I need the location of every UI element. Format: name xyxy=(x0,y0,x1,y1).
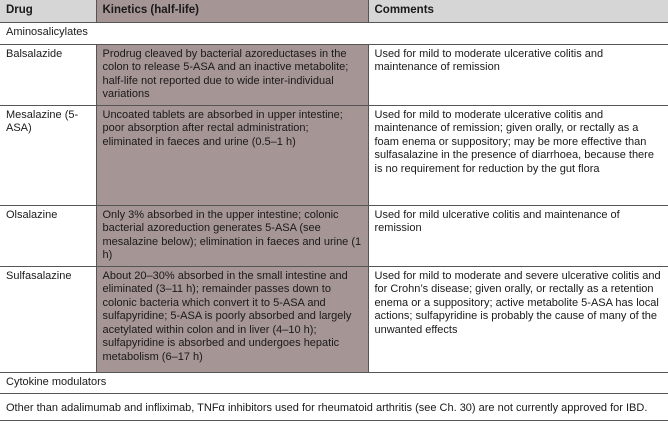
section-title: Cytokine modulators xyxy=(0,372,668,394)
kinetics-cell: Uncoated tablets are absorbed in upper intestine; poor absorption after rectal administration; eliminated in faeces and urine (0.5–1 h) xyxy=(96,105,368,205)
kinetics-cell: About 20–30% absorbed in the small intestine and eliminated (3–11 h); remainder passes down to colonic bacteria which convert it to 5-ASA and sulfapyridine; 5-ASA is poorly absorbed and largely acetylated within colon and in liver (4–10 h); sulfapyridine is absorbed and undergoes hepatic metabolism (6–17 h) xyxy=(96,266,368,372)
comments-cell: Used for mild to moderate ulcerative colitis and maintenance of remission xyxy=(368,44,668,105)
footnote-row xyxy=(0,394,668,421)
header-row xyxy=(0,0,668,23)
drug-name: Olsalazine xyxy=(0,205,96,266)
section-row-aminosalicylates xyxy=(0,23,668,45)
kinetics-cell: Prodrug cleaved by bacterial azoreductases in the colon to release 5-ASA and an inactive metabolite; half-life not reported due to wide inter-individual variations xyxy=(96,44,368,105)
section-row-cytokine xyxy=(0,372,668,394)
table-row xyxy=(0,44,668,105)
comments-cell: Used for mild ulcerative colitis and maintenance of remission xyxy=(368,205,668,266)
section-title: Aminosalicylates xyxy=(0,23,668,45)
header-comments: Comments xyxy=(368,0,668,23)
table-row xyxy=(0,105,668,205)
comments-cell: Used for mild to moderate ulcerative colitis and maintenance of remission; given orally, or rectally as a foam enema or suppository; may be more effective than sulfasalazine in the presence of diarrhoea, because there is no requirement for reduction by the gut flora xyxy=(368,105,668,205)
kinetics-cell: Only 3% absorbed in the upper intestine; colonic bacterial azoreduction generates 5-ASA (see mesalazine below); elimination in faeces and urine (1 h) xyxy=(96,205,368,266)
table-row xyxy=(0,266,668,372)
drug-name: Mesalazine (5-ASA) xyxy=(0,105,96,205)
drug-name: Balsalazide xyxy=(0,44,96,105)
footnote: Other than adalimumab and infliximab, TNFα inhibitors used for rheumatoid arthritis (see Ch. 30) are not currently approved for IBD. xyxy=(0,394,668,421)
header-drug: Drug xyxy=(0,0,96,23)
drug-name: Sulfasalazine xyxy=(0,266,96,372)
table-row xyxy=(0,205,668,266)
header-kinetics: Kinetics (half-life) xyxy=(96,0,368,23)
comments-cell: Used for mild to moderate and severe ulcerative colitis and for Crohn’s disease; given orally, or rectally as a retention enema or a suppository; active metabolite 5-ASA has local actions; sulfapyridine is probably the cause of many of the unwanted effects xyxy=(368,266,668,372)
